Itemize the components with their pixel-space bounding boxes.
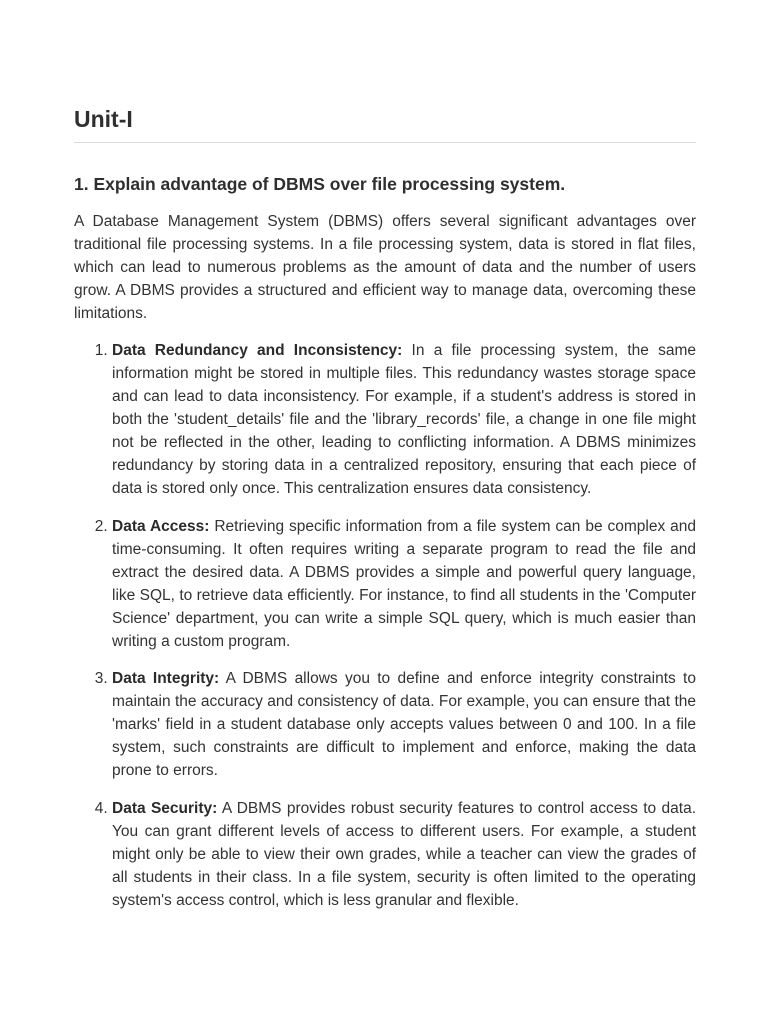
point-term: Data Security: bbox=[112, 799, 218, 817]
point-term: Data Redundancy and Inconsistency: bbox=[112, 342, 403, 359]
advantages-list bbox=[74, 339, 696, 912]
list-item bbox=[112, 339, 696, 500]
point-text: A DBMS allows you to define and enforce integrity constraints to maintain the accuracy and consistency of data. For example, you can ensure that the 'marks' field in a student database only accepts values between 0 and 100. In a file system, such constraints are difficult to implement and enforce, making the data prone to errors. bbox=[112, 670, 696, 779]
title-divider bbox=[74, 142, 696, 143]
question-heading: 1. Explain advantage of DBMS over file processing system. bbox=[74, 174, 566, 194]
intro-paragraph: A Database Management System (DBMS) offers several significant advantages over traditional file processing systems. In a file processing system, data is stored in flat files, which can lead to numerous problems as the amount of data and the number of users grow. A DBMS provides a structured and efficient way to manage data, overcoming these limitations. bbox=[74, 213, 696, 322]
point-text: A DBMS provides robust security features to control access to data. You can grant different levels of access to different users. For example, a student might only be able to view their own grades, while a teacher can view the grades of all students in their class. In a file system, security is often limited to the operating system's access control, which is less granular and flexible. bbox=[112, 799, 697, 909]
point-term: Data Access: bbox=[112, 517, 210, 535]
point-text: In a file processing system, the same information might be stored in multiple files. This redundancy wastes storage space and can lead to data inconsistency. For example, if a student's address is stored in both the 'student_details' file and the 'library_records' file, a change in one file might not be reflected in the other, leading to conflicting information. A DBMS minimizes redundancy by storing data in a centralized repository, ensuring that each piece of data is stored only once. This centralization ensures data consistency. bbox=[112, 342, 696, 497]
list-item bbox=[112, 667, 696, 782]
point-term: Data Integrity: bbox=[112, 670, 220, 687]
point-text: Retrieving specific information from a file system can be complex and time-consuming. It often requires writing a separate program to read the file and extract the desired data. A DBMS provides a simple and powerful query language, like SQL, to retrieve data efficiently. For instance, to find all students in the 'Computer Science' department, you can write a simple SQL query, which is much easier than writing a custom program. bbox=[112, 517, 696, 650]
unit-title: Unit-I bbox=[74, 106, 133, 132]
list-item bbox=[112, 797, 696, 912]
list-item bbox=[112, 515, 696, 653]
